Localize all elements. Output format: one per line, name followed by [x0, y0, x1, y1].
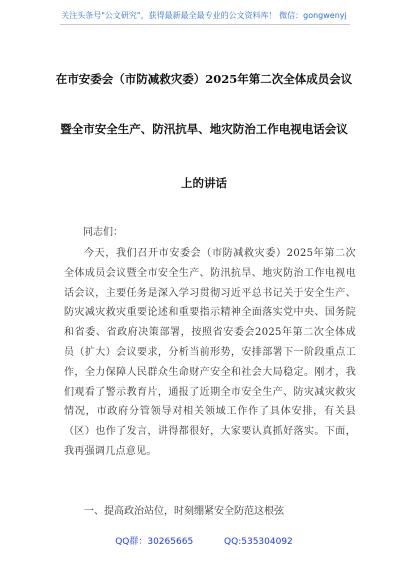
header-note: 关注头条号"公文研究"，获得最新最全最专业的公文资料库！ 微信：gongwenyj: [61, 11, 347, 20]
document-title-line-1: 在市安委会（市防减救灾委）2025年第二次全体成员会议: [55, 72, 353, 86]
document-title-line-3: 上的讲话: [181, 176, 227, 190]
header-divider: [60, 24, 350, 25]
paragraph-1: 今天，我们召开市安委会（市防减救灾委）2025年第二次全体成员会议暨全市安全生产、防汛抗旱、地灾防治工作电视电话会议，主要任务是深入学习贯彻习近平总书记关于安全生产、防灾减灾救灾重要论述和重要指示精神全面落实党中央、国务院和省委、省政府决策部署，按照省安委会2025年第二次全体成员（扩大）会议要求，分析当前形势，安排部署下一阶段重点工作，全力保障人民群众生命财产安全和社会大局稳定。刚才，我们观看了警示教育片，通报了近期全市安全生产、防灾减灾救灾情况，市政府分管领导对相关领域工作作了具体安排，有关县（区）也作了发言，讲得都很好，大家要认真抓好落实。下面，我再强调几点意见。: [64, 248, 356, 457]
body-text: [64, 244, 356, 462]
footer-qq: QQ:535304092: [224, 537, 293, 547]
salutation: 同志们：: [83, 227, 123, 238]
document-title-line-2: 暨全市安全生产、防汛抗旱、地灾防治工作电视电话会议: [60, 122, 348, 136]
footer-contact: [0, 534, 408, 547]
section-heading-1: 一、提高政治站位，时刻绷紧安全防范这根弦: [84, 506, 284, 517]
footer-qq-group: QQ群：30265665: [115, 537, 194, 547]
